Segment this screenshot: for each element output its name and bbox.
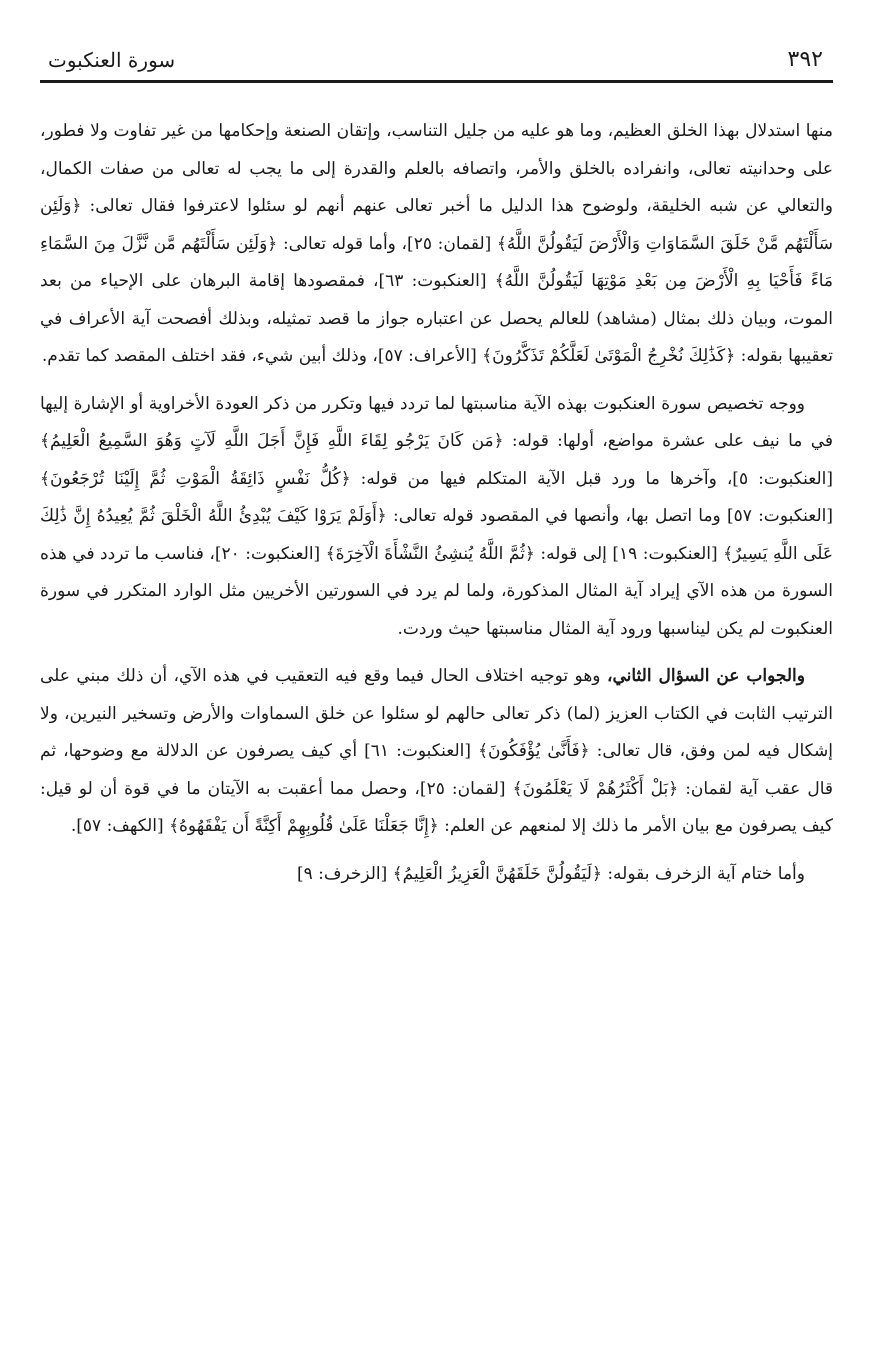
page-number: ٣٩٢ [787,47,823,72]
paragraph-4 [40,856,833,894]
page-header [40,40,833,83]
running-title: سورة العنكبوت [48,48,176,72]
paragraph-4-text: وأما ختام آية الزخرف بقوله: ﴿لَيَقُولُنَّ خَلَقَهُنَّ الْعَزِيزُ الْعَلِيمُ﴾ [الزخرف: ٩] [296,863,805,884]
paragraph-3 [40,658,833,846]
paragraph-3-lead: والجواب عن السؤال الثاني، [606,666,805,686]
page-body [40,113,833,893]
paragraph-1 [40,113,833,376]
paragraph-1-text: منها استدلال بهذا الخلق العظيم، وما هو عليه من جليل التناسب، وإتقان الصنعة وإحكامها من غير تفاوت ولا فطور، على وحدانيته تعالى، وانفراده بالخلق والأمر، واتصافه بالعلم والقدرة إلى ما يجب له تعالى من صفات الكمال، والتعالي عن شبه الخليقة، ولوضوح هذا الدليل ما أخبر تعالى عنهم أنهم لو سئلوا لاعترفوا فقال تعالى: ﴿وَلَئِن سَأَلْتَهُم مَّنْ خَلَقَ السَّمَاوَاتِ وَالْأَرْضَ لَيَقُولُنَّ اللَّهُ﴾ [لقمان: ٢٥]، وأما قوله تعالى: ﴿وَلَئِن سَأَلْتَهُم مَّن نَّزَّلَ مِنَ السَّمَاءِ مَاءً فَأَحْيَا بِهِ الْأَرْضَ مِن بَعْدِ مَوْتِهَا لَيَقُولُنَّ اللَّهُ﴾ [العنكبوت: ٦٣]، فمقصودها إقامة البرهان على الإحياء من بعد الموت، وبيان ذلك بمثال (مشاهد) للعالم يحصل عن اعتباره جواز ما قصد تمثيله، وبذلك أفصحت آية الأعراف في تعقيبها بقوله: ﴿كَذَٰلِكَ نُخْرِجُ الْمَوْتَىٰ لَعَلَّكُمْ تَذَكَّرُونَ﴾ [الأعراف: ٥٧]، وذلك أبين شيء، فقد اختلف المقصد كما تقدم. [40,121,833,366]
paragraph-3-text: وهو توجيه اختلاف الحال فيما وقع فيه التعقيب في هذه الآي، أن ذلك مبني على الترتيب الثابت في الكتاب العزيز (لما) ذكر تعالى حالهم لو سئلوا عن خلق السماوات والأرض وتسخير النيرين، ولا إشكال فيه لمن وفق، قال تعالى: ﴿فَأَنَّىٰ يُؤْفَكُونَ﴾ [العنكبوت: ٦١] أي كيف يصرفون عن الدلالة مع وضوحها، ثم قال عقب آية لقمان: ﴿بَلْ أَكْثَرُهُمْ لَا يَعْلَمُونَ﴾ [لقمان: ٢٥]، وحصل مما أعقبت به الآيتان ما في قوة أن لو قيل: كيف يصرفون مع بيان الأمر ما ذلك إلا لمنعهم عن العلم: ﴿إِنَّا جَعَلْنَا عَلَىٰ قُلُوبِهِمْ أَكِنَّةً أَن يَفْقَهُوهُ﴾ [الكهف: ٥٧]. [40,666,833,836]
paragraph-2 [40,386,833,649]
paragraph-2-text: ووجه تخصيص سورة العنكبوت بهذه الآية مناسبتها لما تردد فيها وتكرر من ذكر العودة الأخراوية أو الإشارة إليها في ما نيف على عشرة مواضع، أولها: قوله: ﴿مَن كَانَ يَرْجُو لِقَاءَ اللَّهِ فَإِنَّ أَجَلَ اللَّهِ لَآتٍ وَهُوَ السَّمِيعُ الْعَلِيمُ﴾ [العنكبوت: ٥]، وآخرها ما ورد قبل الآية المتكلم فيها من قوله: ﴿كُلُّ نَفْسٍ ذَائِقَةُ الْمَوْتِ ثُمَّ إِلَيْنَا تُرْجَعُونَ﴾ [العنكبوت: ٥٧] وما اتصل بها، وأنصها في المقصود قوله تعالى: ﴿أَوَلَمْ يَرَوْا كَيْفَ يُبْدِئُ اللَّهُ الْخَلْقَ ثُمَّ يُعِيدُهُ إِنَّ ذَٰلِكَ عَلَى اللَّهِ يَسِيرٌ﴾ [العنكبوت: ١٩] إلى قوله: ﴿ثُمَّ اللَّهُ يُنشِئُ النَّشْأَةَ الْآخِرَةَ﴾ [العنكبوت: ٢٠]، فناسب ما تردد في هذه السورة من هذه الآي إيراد آية المثال المذكورة، ولما لم يرد في السورتين الأخريين مثل الوارد المتكرر في سورة العنكبوت لم يكن ليناسبها ورود آية المثال مناسبتها حيث وردت. [40,393,834,639]
